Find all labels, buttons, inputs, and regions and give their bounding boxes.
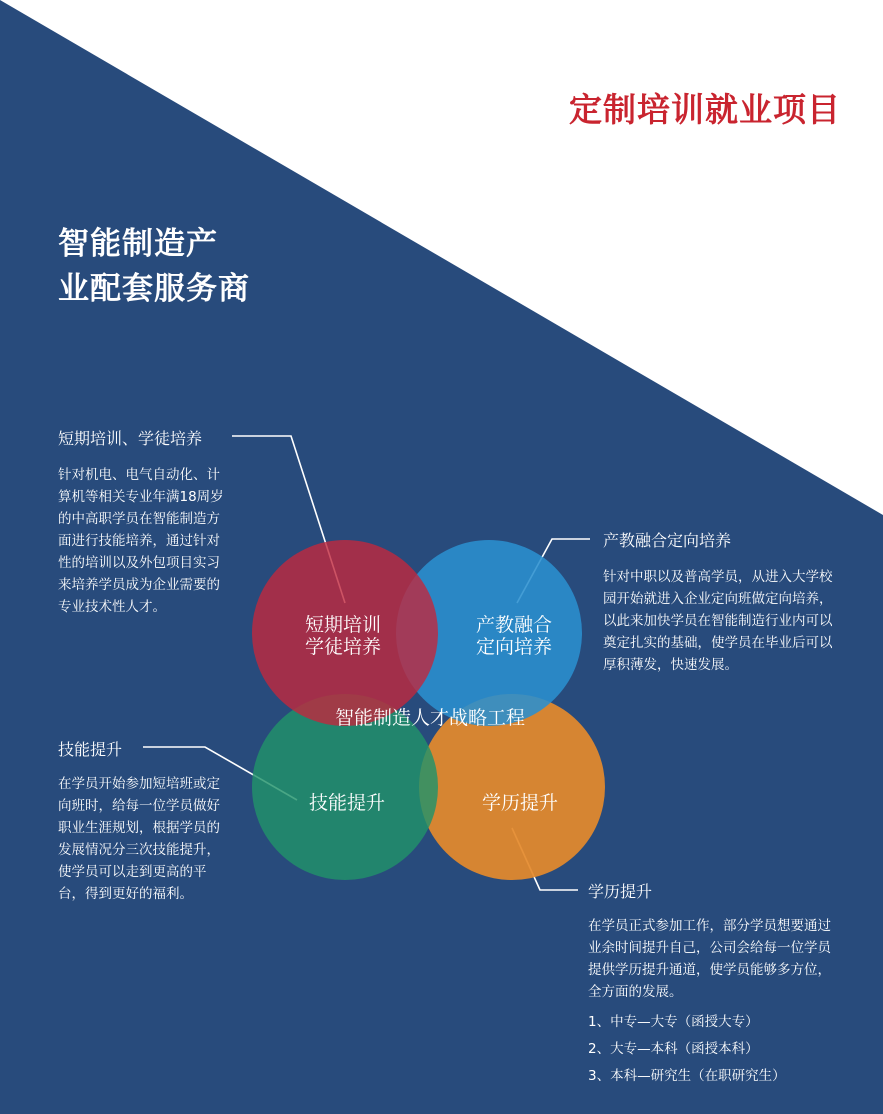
section-education-title: 学历提升 [588,882,653,901]
section-integration-body: 针对中职以及普高学员，从进入大学校园开始就进入企业定向班做定向培养，以此来加快学员在智能制造行业内可以奠定扎实的基础，使学员在毕业后可以厚积薄发，快速发展。 [603,569,833,673]
section-education-body: 在学员正式参加工作，部分学员想要通过业余时间提升自己，公司会给每一位学员提供学历提升通道，使学员能够多方位，全方面的发展。 [588,918,831,1000]
education-path-list [588,1011,836,1087]
center-label: 智能制造人才战略工程 [334,707,526,729]
education-path-item-2: 2、大专—本科（函授本科） [588,1041,759,1057]
circle-education-label: 学历提升 [481,792,559,814]
main-heading-line1: 智能制造产 [58,226,218,262]
section-skill-title: 技能提升 [58,740,123,759]
project-title: 定制培训就业项目 [569,90,841,129]
circle-short-line2: 学徒培养 [304,636,382,658]
circle-short-line1: 短期培训 [304,614,382,636]
section-integration [603,528,835,676]
section-integration-title: 产教融合定向培养 [603,531,732,550]
section-skill-body: 在学员开始参加短培班或定向班时，给每一位学员做好职业生涯规划，根据学员的发展情况分三次技能提升，使学员可以走到更高的平台，得到更好的福利。 [58,776,220,902]
circle-integration-line2: 定向培养 [475,636,553,658]
circle-integration-line1: 产教融合 [475,614,553,636]
section-skill [58,737,228,905]
education-path-item-3: 3、本科—研究生（在职研究生） [588,1068,786,1084]
section-short-training [58,426,230,618]
education-path-item-1: 1、中专—大专（函授大专） [588,1014,759,1030]
section-short-title: 短期培训、学徒培养 [58,429,203,448]
section-education [588,879,836,1087]
circle-skill-label: 技能提升 [308,792,386,814]
main-heading-line2: 业配套服务商 [58,271,250,307]
section-short-body: 针对机电、电气自动化、计算机等相关专业年满18周岁的中高职学员在智能制造方面进行技能培养，通过针对性的培训以及外包项目实习来培养学员成为企业需要的专业技术性人才。 [58,467,224,615]
